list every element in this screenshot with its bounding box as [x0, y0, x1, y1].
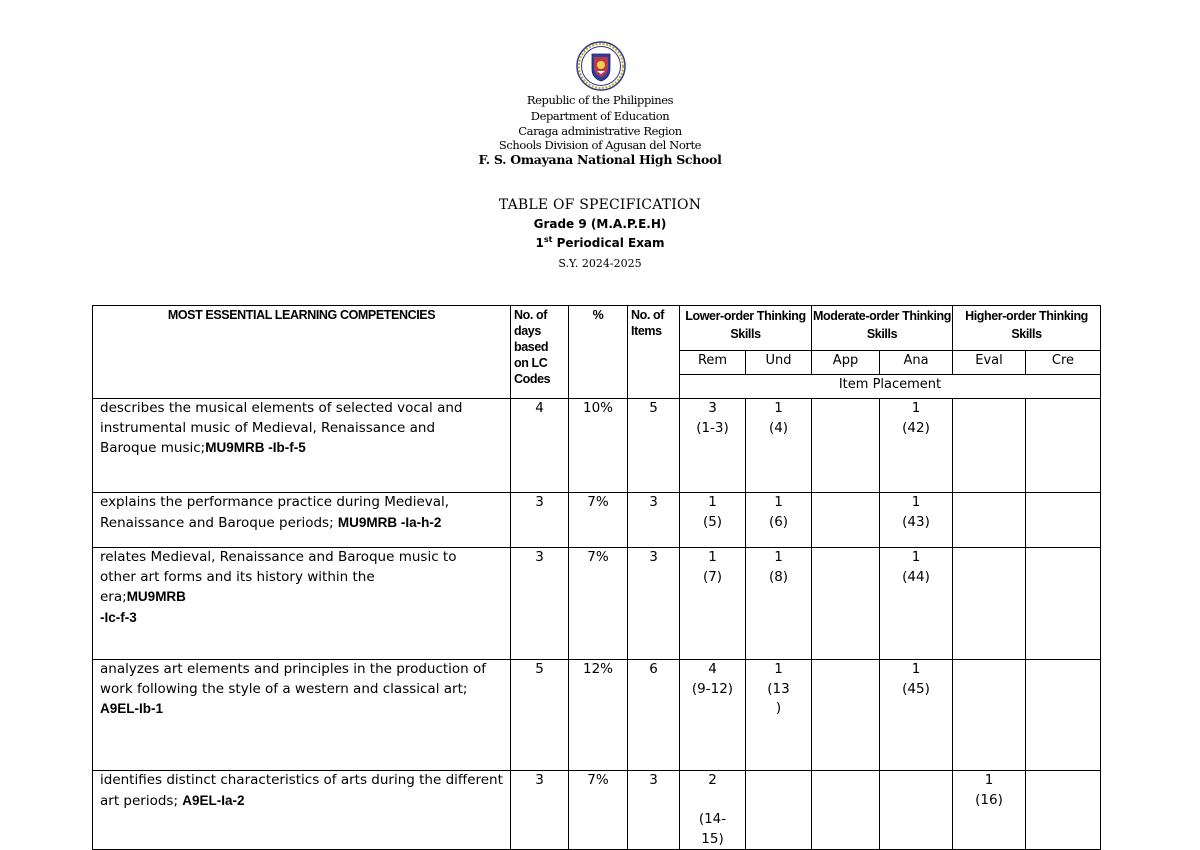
app-cell [812, 660, 880, 771]
rem-cell: 4 (9-12) [680, 660, 746, 771]
ana-cell: 1 (45) [880, 660, 953, 771]
eval-cell [953, 493, 1026, 548]
ana-cell [880, 771, 953, 850]
specification-table [92, 305, 1101, 850]
page-title: TABLE OF SPECIFICATION [498, 197, 702, 213]
header-lower-order: Lower-order Thinking Skills [680, 306, 812, 351]
header-und: Und [746, 351, 812, 375]
percent-cell: 12% [569, 660, 628, 771]
header-region: Caraga administrative Region [518, 124, 682, 138]
ana-cell: 1 (42) [880, 399, 953, 493]
header-department: Department of Education [530, 109, 670, 123]
table-row [93, 660, 1101, 771]
und-cell: 1 (6) [746, 493, 812, 548]
lc-code: A9EL-Ia-2 [182, 792, 245, 808]
und-cell: 1 (13 ) [746, 660, 812, 771]
items-cell: 6 [628, 660, 680, 771]
app-cell [812, 493, 880, 548]
percent-cell: 10% [569, 399, 628, 493]
header-competencies: MOST ESSENTIAL LEARNING COMPETENCIES [93, 306, 511, 399]
days-cell: 5 [511, 660, 569, 771]
table-row [93, 399, 1101, 493]
days-cell: 3 [511, 493, 569, 548]
und-cell [746, 771, 812, 850]
cre-cell [1026, 548, 1101, 660]
competency-cell: identifies distinct characteristics of arts during the different art periods; A9EL-Ia-2 [93, 771, 511, 850]
days-cell: 3 [511, 771, 569, 850]
competency-cell: describes the musical elements of selected vocal and instrumental music of Medieval, Renaissance and Baroque music;MU9MRB -Ib-f-5 [93, 399, 511, 493]
eval-cell [953, 548, 1026, 660]
app-cell [812, 548, 880, 660]
lc-code: MU9MRB -Ia-h-2 [337, 514, 442, 530]
percent-cell: 7% [569, 493, 628, 548]
header-republic: Republic of the Philippines [526, 93, 674, 107]
competency-cell: explains the performance practice during Medieval, Renaissance and Baroque periods; MU9MRB -Ia-h-2 [93, 493, 511, 548]
ana-cell: 1 (43) [880, 493, 953, 548]
app-cell [812, 399, 880, 493]
lc-code: MU9MRB -Ib-f-5 [205, 440, 306, 455]
app-cell [812, 771, 880, 850]
header-school: F. S. Omayana National High School [478, 152, 722, 167]
und-cell: 1 (8) [746, 548, 812, 660]
lc-code: A9EL-Ib-1 [100, 701, 164, 716]
header-items: No. of Items [628, 306, 680, 399]
header-item-placement: Item Placement [680, 375, 1101, 399]
table-row [93, 493, 1101, 548]
ana-cell: 1 (44) [880, 548, 953, 660]
header-division: Schools Division of Agusan del Norte [498, 138, 702, 152]
days-cell: 4 [511, 399, 569, 493]
days-cell: 3 [511, 548, 569, 660]
cre-cell [1026, 660, 1101, 771]
header-app: App [812, 351, 880, 375]
und-cell: 1 (4) [746, 399, 812, 493]
percent-cell: 7% [569, 771, 628, 850]
header-rem: Rem [680, 351, 746, 375]
items-cell: 5 [628, 399, 680, 493]
lc-code: -Ic-f-3 [100, 609, 137, 625]
school-year: S.Y. 2024-2025 [558, 257, 642, 270]
competency-cell: analyzes art elements and principles in the production of work following the style of a western and classical art; A9EL-Ib-1 [93, 660, 511, 771]
items-cell: 3 [628, 548, 680, 660]
header-eval: Eval [953, 351, 1026, 375]
table-row [93, 771, 1101, 850]
rem-cell: 1 (5) [680, 493, 746, 548]
header-percent: % [569, 306, 628, 399]
header-cre: Cre [1026, 351, 1101, 375]
cre-cell [1026, 399, 1101, 493]
grade-title: Grade 9 (M.A.P.E.H) [533, 217, 667, 231]
cre-cell [1026, 771, 1101, 850]
header-moderate-order: Moderate-order Thinking Skills [812, 306, 953, 351]
deped-seal-icon [576, 41, 626, 91]
items-cell: 3 [628, 771, 680, 850]
competency-cell: relates Medieval, Renaissance and Baroque music to other art forms and its history within the era;MU9MRB -Ic-f-3 [93, 548, 511, 660]
rem-cell: 3 (1-3) [680, 399, 746, 493]
eval-cell: 1 (16) [953, 771, 1026, 850]
percent-cell: 7% [569, 548, 628, 660]
lc-code: MU9MRB [126, 589, 186, 604]
rem-cell: 1 (7) [680, 548, 746, 660]
eval-cell [953, 399, 1026, 493]
header-higher-order: Higher-order Thinking Skills [953, 306, 1101, 351]
cre-cell [1026, 493, 1101, 548]
table-row [93, 548, 1101, 660]
header-days: No. of days based on LC Codes [511, 306, 569, 399]
items-cell: 3 [628, 493, 680, 548]
exam-title: 1st Periodical Exam [535, 235, 665, 250]
header-ana: Ana [880, 351, 953, 375]
eval-cell [953, 660, 1026, 771]
rem-cell: 2 (14- 15) [680, 771, 746, 850]
